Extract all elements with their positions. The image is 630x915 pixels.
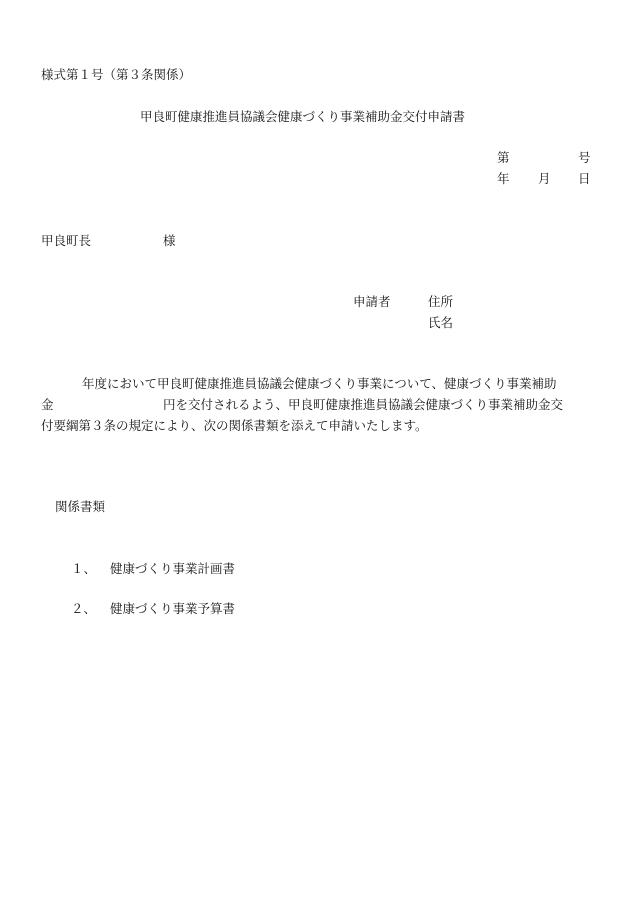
applicant-address-label: 住所 bbox=[428, 294, 454, 309]
date-year: 年 bbox=[497, 171, 510, 186]
form-number: 様式第１号（第３条関係） bbox=[41, 67, 192, 82]
applicant-name-label: 氏名 bbox=[428, 315, 454, 330]
attachment-number: １、 bbox=[71, 561, 97, 576]
body-line-1: 年度において甲良町健康推進員協議会健康づくり事業について、健康づくり事業補助 bbox=[82, 376, 557, 391]
attachment-label: 健康づくり事業予算書 bbox=[110, 601, 236, 616]
date-day: 日 bbox=[578, 171, 591, 186]
date-month: 月 bbox=[538, 171, 551, 186]
body-line-3: 付要綱第３条の規定により、次の関係書類を添えて申請いたします。 bbox=[41, 418, 428, 433]
body-line-2-start: 金 bbox=[41, 397, 54, 412]
attachments-heading: 関係書類 bbox=[55, 499, 106, 514]
addressee-honorific: 様 bbox=[163, 233, 176, 248]
body-line-2-end: 円を交付されるよう、甲良町健康推進員協議会健康づくり事業補助金交 bbox=[163, 397, 564, 412]
document-title: 甲良町健康推進員協議会健康づくり事業補助金交付申請書 bbox=[140, 109, 466, 124]
doc-number-go: 号 bbox=[578, 150, 591, 165]
attachment-label: 健康づくり事業計画書 bbox=[110, 561, 236, 576]
doc-number-dai: 第 bbox=[497, 150, 510, 165]
attachment-number: ２、 bbox=[71, 601, 97, 616]
applicant-label: 申請者 bbox=[353, 294, 391, 309]
addressee-name: 甲良町長 bbox=[41, 233, 92, 248]
